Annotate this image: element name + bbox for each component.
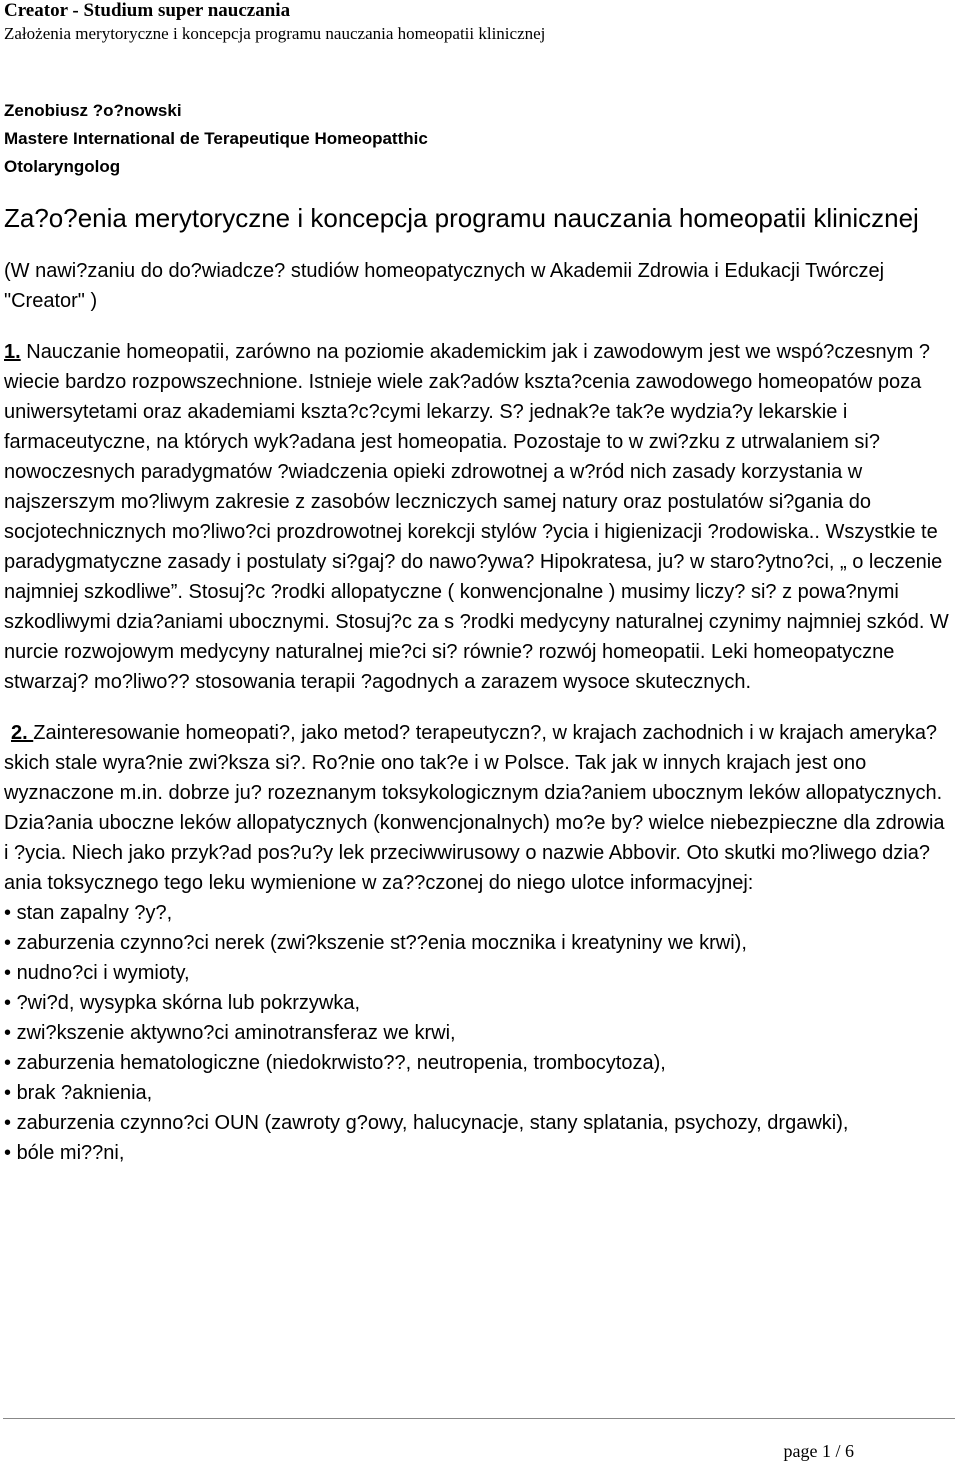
page-number: page 1 / 6 [783,1441,854,1461]
site-subtitle: Założenia merytoryczne i koncepcja programu nauczania homeopatii klinicznej [4,24,546,43]
list-item: • stan zapalny ?y?, [4,898,954,928]
author-specialty: Otolaryngolog [4,157,121,176]
site-title: Creator - Studium super nauczania [4,0,291,21]
section-2-text: Zainteresowanie homeopati?, jako metod? terapeutyczn?, w krajach zachodnich i w krajach ameryka?skich stale wyra?nie zwi?ksza si?. Ro?nie ono tak?e i w Polsce. Tak jak w innych krajach jest ono wyznaczone m.in. dobrze ju? rozeznanym toksykologicznym dzia?aniem ubocznym leków allopatycznych. Dzia?ania uboczne leków allopatycznych (konwencjonalnych) mo?e by? wielce niebezpieczne dla zdrowia i ?ycia. Niech jako przyk?ad pos?u?y lek przeciwwirusowy o nazwie Abbovir. Oto skutki mo?liwego dzia?ania toksycznego tego leku wymienione w za??czonej do niego ulotce informacyjnej: [4,722,945,894]
section-2 [4,718,954,898]
list-item: • bóle mi??ni, [4,1138,954,1168]
author-name: Zenobiusz ?o?nowski [4,101,182,120]
list-item: • zaburzenia czynno?ci OUN (zawroty g?owy, halucynacje, stany splatania, psychozy, drgawki), [4,1108,954,1138]
article-note: (W nawi?zaniu do do?wiadcze? studiów homeopatycznych w Akademii Zdrowia i Edukacji Twórczej "Creator" ) [4,260,885,312]
footer-divider [3,1418,955,1419]
section-2-number: 2. [11,722,34,744]
list-item: • ?wi?d, wysypka skórna lub pokrzywka, [4,988,954,1018]
author-affiliation: Mastere International de Terapeutique Homeopatthic [4,129,428,148]
section-1-text: Nauczanie homeopatii, zarówno na poziomie akademickim jak i zawodowym jest we wspó?czesnym ?wiecie bardzo rozpowszechnione. Istnieje wiele zak?adów kszta?cenia zawodowego homeopatów poza uniwersytetami oraz akademiami kszta?c?cymi lekarzy. S? jednak?e tak?e wydzia?y lekarskie i farmaceutyczne, na których wyk?adana jest homeopatia. Pozostaje to w zwi?zku z utrwalaniem si? nowoczesnych paradygmatów ?wiadczenia opieki zdrowotnej a w?ród nich zasady korzystania w najszerszym mo?liwym zakresie z zasobów leczniczych samej natury oraz postulatów si?gania do socjotechnicznych mo?liwo?ci prozdrowotnej korekcji stylów ?ycia i higienizacji ?rodowiska.. Wszystkie te paradygmatyczne zasady i postulaty si?gaj? do nawo?ywa? Hipokratesa, ju? w staro?ytno?ci, „ o leczenie najmniej szkodliwe”. Stosuj?c ?rodki allopatyczne ( konwencjonalne ) musimy liczy? si? z powa?nymi szkodliwymi dzia?aniami ubocznymi. Stosuj?c za s ?rodki medycyny naturalnej czynimy najmniej szkód. W nurcie rozwojowym medycyny naturalnej mie?ci si? równie? rozwój homeopatii. Leki homeopatyczne stwarzaj? mo?liwo?? stosowania terapii ?agodnych a zarazem wysoce skutecznych. [4,341,949,693]
list-item: • zaburzenia czynno?ci nerek (zwi?kszenie st??enia mocznika i kreatyniny we krwi), [4,928,954,958]
list-item: • zaburzenia hematologiczne (niedokrwisto??, neutropenia, trombocytoza), [4,1048,954,1078]
section-1 [4,337,954,697]
side-effects-list [4,898,954,1168]
article-title: Za?o?enia merytoryczne i koncepcja programu nauczania homeopatii klinicznej [4,203,919,233]
list-item: • brak ?aknienia, [4,1078,954,1108]
document-body [4,97,954,1168]
list-item: • zwi?kszenie aktywno?ci aminotransferaz we krwi, [4,1018,954,1048]
section-1-number: 1. [4,341,21,363]
list-item: • nudno?ci i wymioty, [4,958,954,988]
page-header [4,0,954,45]
